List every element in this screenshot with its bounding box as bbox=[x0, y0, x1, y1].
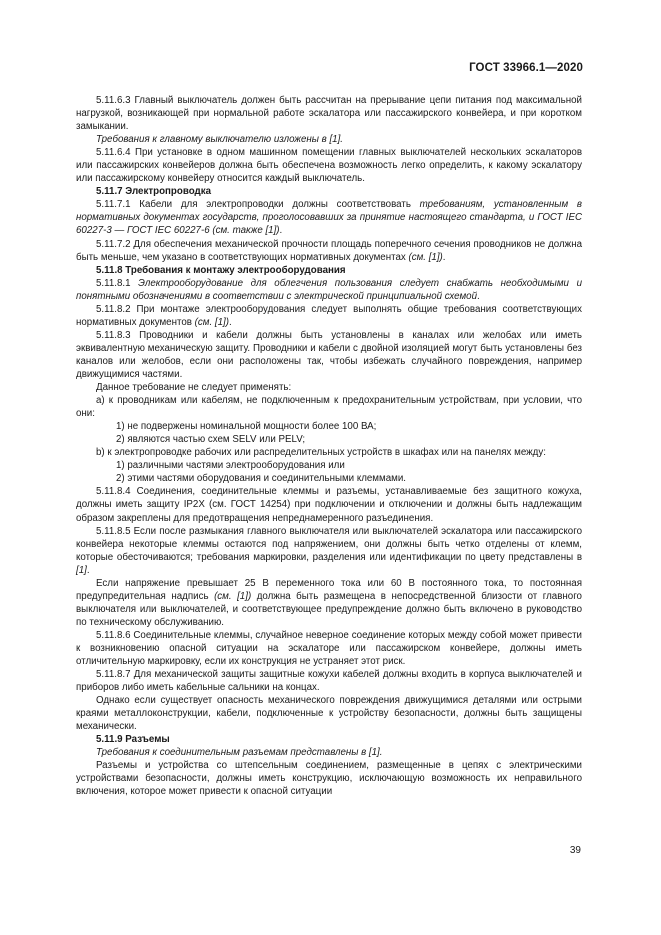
paragraph-exception-intro: Данное требование не следует применять: bbox=[96, 382, 292, 394]
italic-note-main-switch bbox=[76, 133, 582, 146]
paragraph-5-11-8-3: 5.11.8.3 Проводники и кабели должны быть установлены в каналах или желобах или иметь эквивалентную механическую защиту. Проводники и кабели с двойной изоляцией могут быть установлены без каналов или желобов, если они расположены так, чтобы избежать случайного повреждения, например движущимися частями. bbox=[76, 329, 582, 380]
list-subitem-b1: 1) различными частями электрооборудования или bbox=[116, 460, 345, 472]
italic-text: Требования к главному выключателю изложены в [1]. bbox=[96, 134, 344, 146]
section-heading-5-11-8: 5.11.8 Требования к монтажу электрооборудования bbox=[96, 264, 346, 276]
paragraph-voltage-warning: Если напряжение превышает 25 В переменного тока или 60 В постоянного тока, то постоянная предупредительная надпись (см. [1]) должна быть размещена в непосредственной близости от главного выключателя или выключателей, и соответствующее предупреждение должно быть включено в руководство по техническому обслуживанию. bbox=[76, 577, 582, 628]
paragraph-5-11-8-6: 5.11.8.6 Соединительные клеммы, случайное неверное соединение которых между собой может привести к возникновению опасной ситуации на эскалаторе или пассажирском конвейере, должны иметь отличительную маркировку, если их конструкция не устраняет этот риск. bbox=[76, 629, 582, 668]
standard-code: ГОСТ 33966.1—2020 bbox=[469, 62, 583, 74]
section-heading-5-11-9: 5.11.9 Разъемы bbox=[96, 734, 170, 746]
section-heading-5-11-7: 5.11.7 Электропроводка bbox=[96, 186, 212, 198]
list-subitem-a2: 2) являются частью схем SELV или PELV; bbox=[116, 434, 306, 446]
paragraph-5-11-8-1: 5.11.8.1 Электрооборудование для облегчения пользования следует снабжать необходимыми и понятными обозначениями в соответствии с электрической принципиальной схемой. bbox=[76, 277, 582, 302]
paragraph-5-11-8-2: 5.11.8.2 При монтаже электрооборудования следует выполнять общие требования соответствующих нормативных документов (см. [1]). bbox=[76, 303, 582, 328]
paragraph-5-11-8-5: 5.11.8.5 Если после размыкания главного выключателя или выключателей эскалатора или пассажирского конвейера некоторые клеммы остаются под напряжением, они должны быть четко отделены от клемм, которые обесточиваются; требования маркировки, разделения или идентификации по цвету представлены в [1]. bbox=[76, 525, 582, 576]
italic-text: Требования к соединительным разъемам представлены в [1]. bbox=[96, 747, 383, 759]
list-subitem-b2: 2) этими частями оборудования и соединительными клеммами. bbox=[116, 473, 406, 485]
paragraph-5-11-8-7: 5.11.8.7 Для механической защиты защитные кожухи кабелей должны входить в корпуса выключателей и приборов либо иметь кабельные сальники на концах. bbox=[76, 669, 582, 694]
paragraph-5-11-8-4: 5.11.8.4 Соединения, соединительные клеммы и разъемы, устанавливаемые без защитного кожуха, должны иметь защиту IP2X (см. ГОСТ 14254) при подключении и отключении и должны быть надлежащим образом закреплены для предотвращения непреднамеренного разъединения. bbox=[76, 486, 582, 524]
paragraph-5-11-6-3: 5.11.6.3 Главный выключатель должен быть рассчитан на прерывание цепи питания под максимальной нагрузкой, возникающей при нормальной работе эскалатора или пассажирского конвейера, и при коротком замыкании. bbox=[76, 95, 582, 133]
list-item-b: b) к электропроводке рабочих или распределительных устройств в шкафах или на панелях между: bbox=[96, 447, 546, 459]
list-item-a: а) к проводникам или кабелям, не подключенным к предохранительным устройствам, при условии, что они: bbox=[76, 395, 582, 420]
paragraph-mechanical-protection: Однако если существует опасность механического повреждения движущимися деталями или острыми краями металлоконструкции, кабели, подключенные к устройству безопасности, должны быть защищены механически. bbox=[76, 695, 582, 733]
paragraph-5-11-6-4: 5.11.6.4 При установке в одном машинном помещении главных выключателей нескольких эскалаторов или пассажирских конвейеров должна быть обеспечена возможность легко определить, к какому эскалатору или пассажирскому конвейеру относится каждый выключатель. bbox=[76, 147, 582, 185]
text-run: 5.11.7.1 Кабели для электропроводки должны соответствовать требованиям, установленным в нормативных документах государств, проголосовавших за принятие настоящего стандарта, и ГОСТ IEC 60227-3 — ГОСТ IEC 60227-6 (см. также [1]). bbox=[76, 199, 582, 237]
list-subitem-a1: 1) не подвержены номинальной мощности более 100 ВА; bbox=[116, 421, 377, 433]
paragraph-connectors: Разъемы и устройства со штепсельным соединением, размещенные в цепях с электрическими устройствами безопасности, должны иметь конструкцию, исключающую возможность их неправильного включения, которое может привести к опасной ситуации bbox=[76, 760, 582, 798]
page-number: 39 bbox=[569, 845, 581, 856]
paragraph-5-11-7-2: 5.11.7.2 Для обеспечения механической прочности площадь поперечного сечения проводников не должна быть меньше, чем указано в соответствующих нормативных документах (см. [1]). bbox=[76, 238, 582, 263]
paragraph-5-11-7-1 bbox=[76, 198, 582, 237]
italic-note-connectors bbox=[76, 746, 582, 759]
page-body bbox=[76, 94, 582, 799]
